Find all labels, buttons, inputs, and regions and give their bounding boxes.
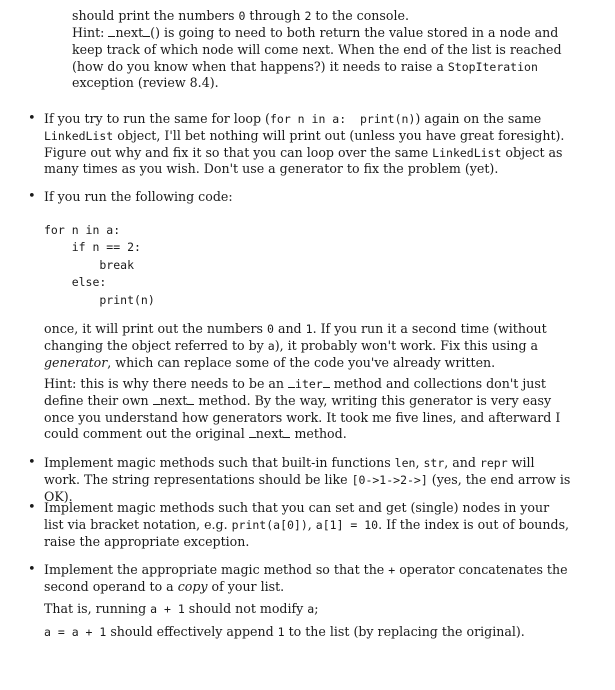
bullet-marker: • — [28, 500, 36, 515]
bullet-2-after: once, it will print out the numbers 0 and 1. If you run it a second time (without changing the object referred to by a), it probably won't work. Fix this using a generator, which can replace some of the code you've already written. — [44, 321, 547, 370]
bullet-marker: • — [28, 455, 36, 470]
bullet-1-text: If you try to run the same for loop (for n in a: print(n)) again on the same LinkedList object, I'll bet nothing will print out (unless you have great foresight). Figure out why and fix it so that you can loop over the same LinkedList object as many times as you wish. Don't use a generator to fix the problem (yet). — [44, 111, 565, 177]
bullet-5-text: Implement the appropriate magic method so that the + operator concatenates the second operand to a copy of your list. — [44, 562, 568, 594]
bullet-marker: • — [28, 111, 36, 126]
bullet-3-text: Implement magic methods such that built-in functions len, str, and repr will work. The string representations should be like [0->1->2->] (yes, the end arrow is OK). — [44, 455, 571, 504]
intro-line: should print the numbers 0 through 2 to the console. — [72, 8, 409, 23]
bullet-2-hint: Hint: this is why there needs to be an iter method and collections don't just define their own next method. By the way, writing this generator is very easy once you understand how generators work. It took me five lines, and afterward I could comment out the original next method. — [44, 376, 561, 442]
bullet-2-text: If you run the following code: — [44, 189, 233, 204]
bullet-marker: • — [28, 562, 36, 577]
intro-hint: Hint: next () is going to need to both return the value stored in a node and keep track of which node will come next. When the end of the list is reached (how do you know when that happens?) it needs to raise a StopIteration exception (review 8.4). — [72, 25, 562, 91]
bullet-marker: • — [28, 189, 36, 204]
bullet-4-text: Implement magic methods such that you can set and get (single) nodes in your list via bracket notation, e.g. print(a[0]), a[1] = 10. If the index is out of bounds, raise the appropriate exception. — [44, 500, 570, 549]
code-block: for n in a: if n == 2: break else: print(n) — [44, 223, 155, 307]
bullet-5-p2: That is, running a + 1 should not modify a; — [44, 601, 319, 616]
bullet-5-p3: a = a + 1 should effectively append 1 to the list (by replacing the original). — [44, 624, 525, 639]
